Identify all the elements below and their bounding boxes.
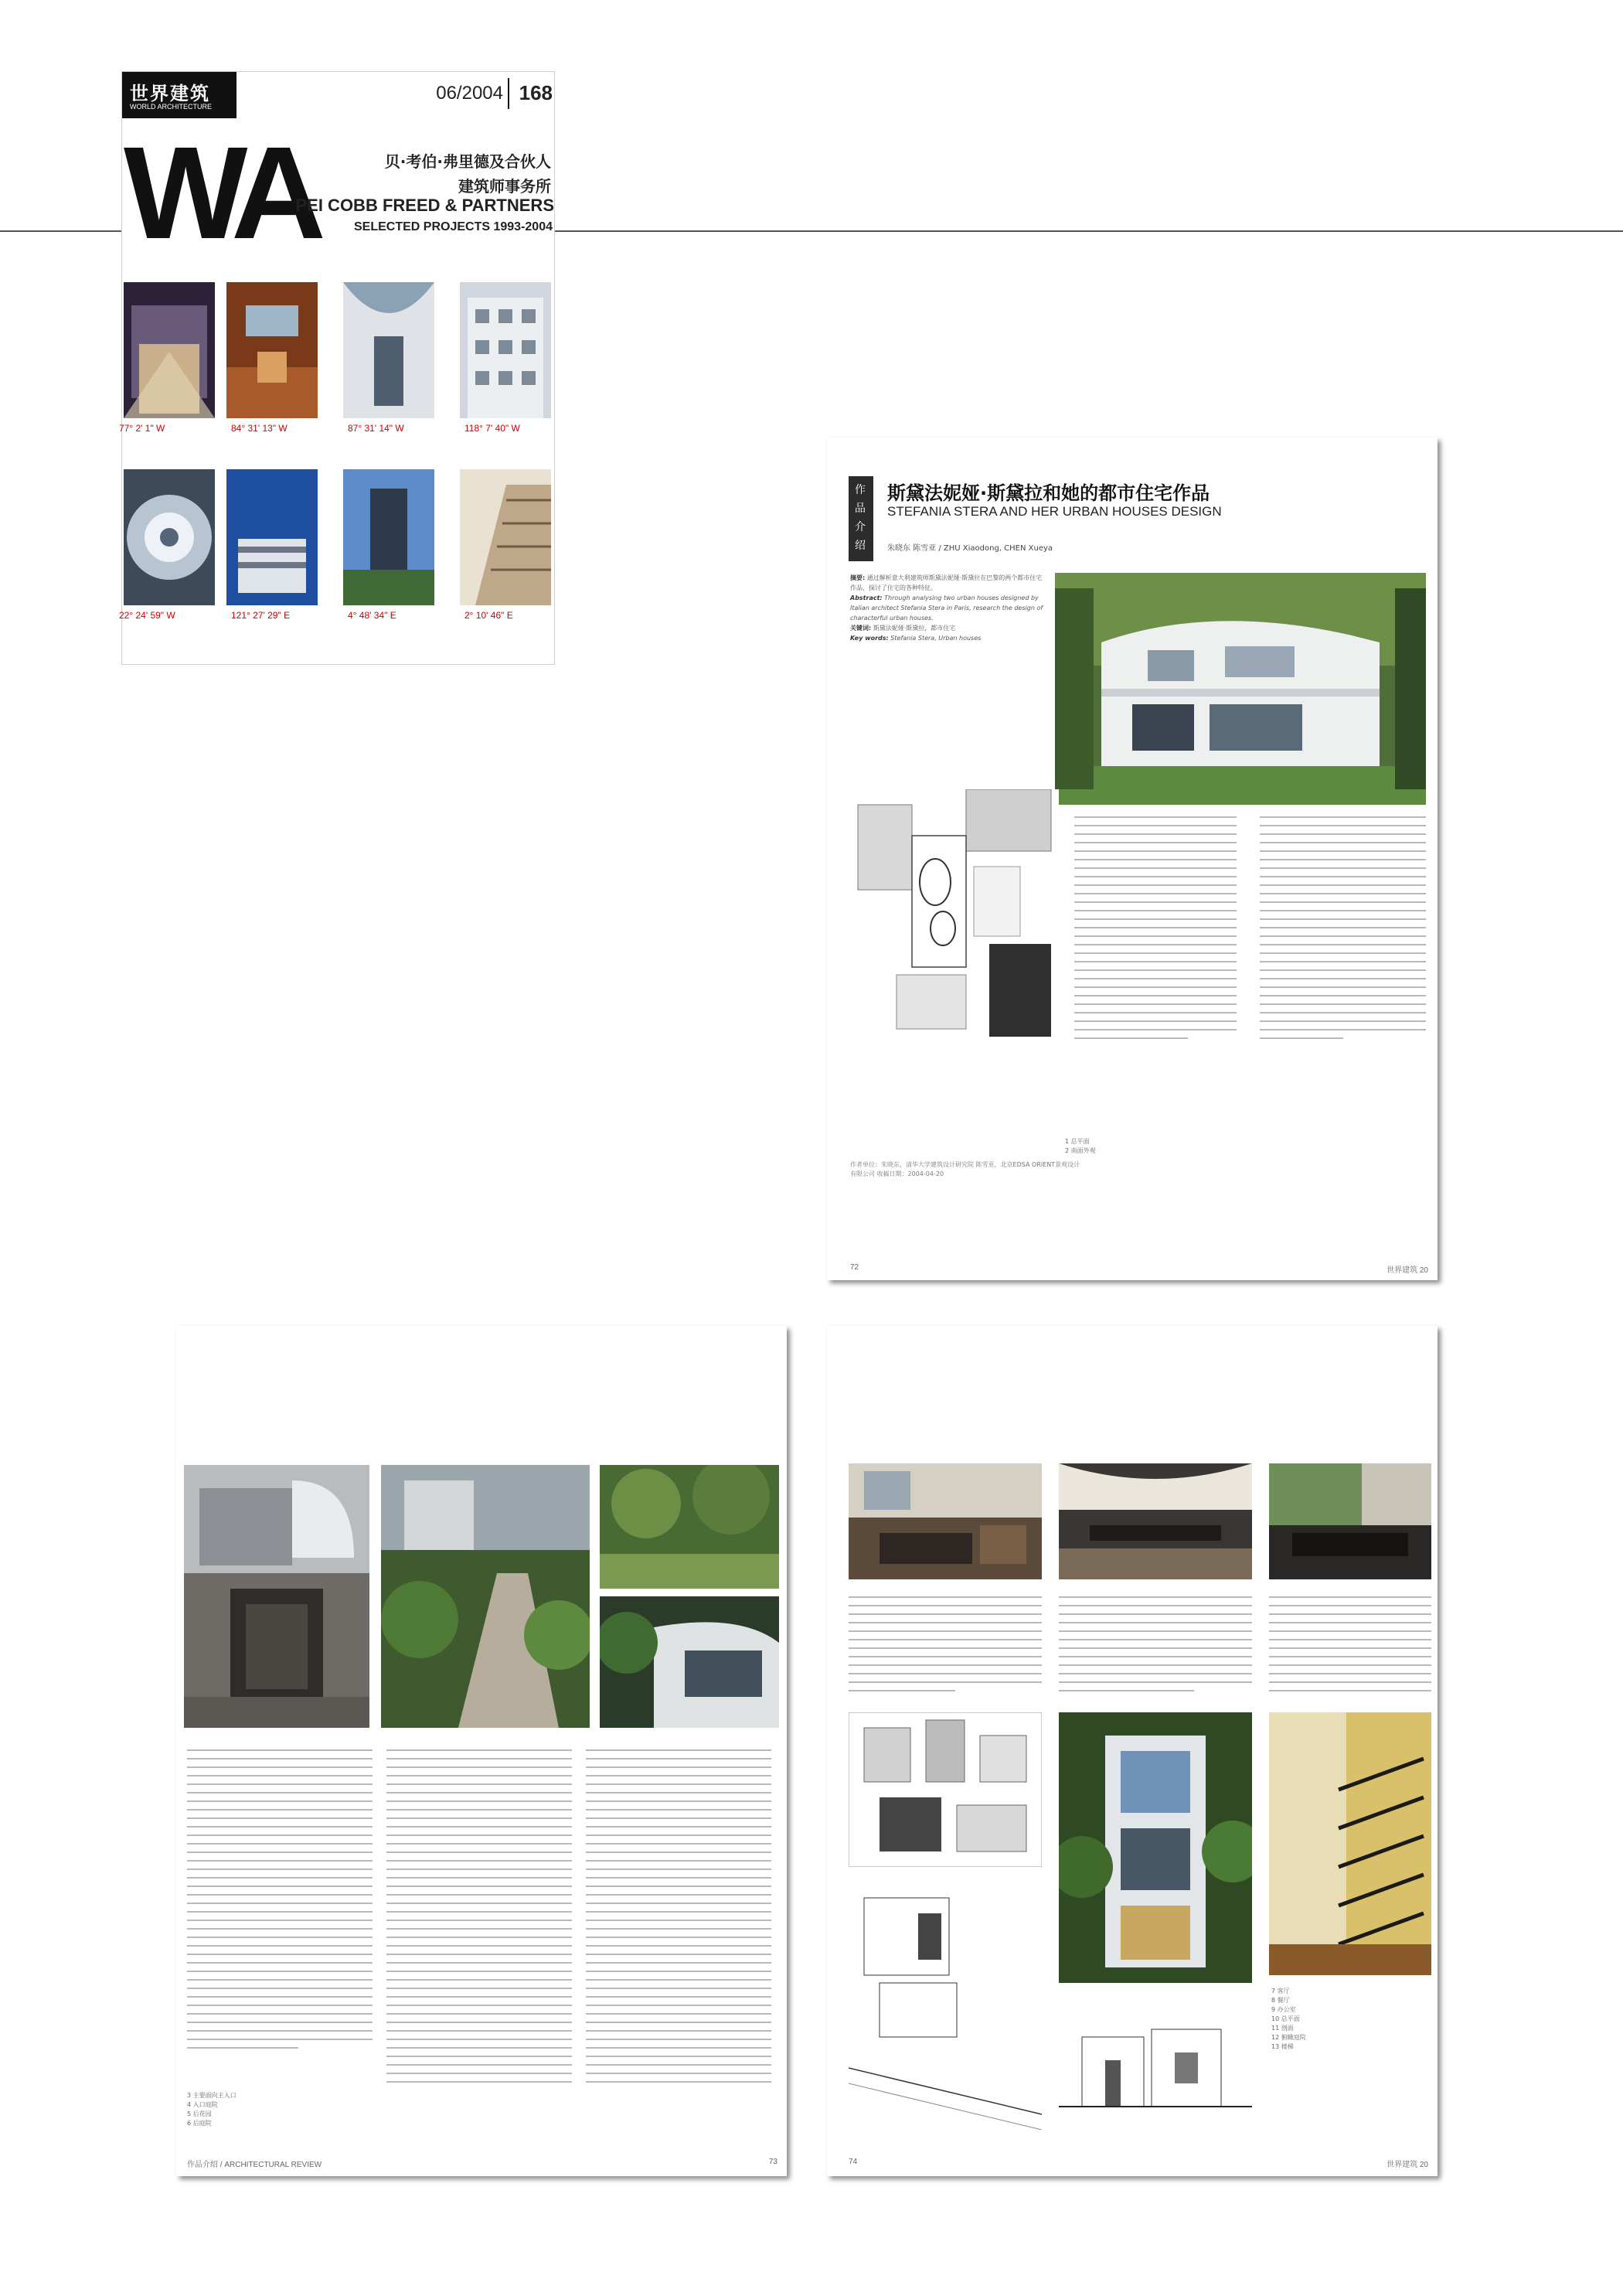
photo-dining-room [1059, 1463, 1252, 1579]
folio-journal-74: 世界建筑 20 [1387, 2161, 1428, 2169]
caption-p73-3: 5 后花园 [187, 2110, 212, 2117]
photo-stair [1269, 1712, 1431, 1975]
body-text-col-3 [187, 1749, 373, 2056]
keywords-en: Stefania Stera, Urban houses [890, 635, 982, 642]
caption-p74-2: 8 餐厅 [1271, 1997, 1290, 2004]
cover-photo-2 [226, 282, 318, 418]
caption-p74-3: 9 办公室 [1271, 2006, 1296, 2013]
section-drawing [849, 1882, 1042, 2130]
cover-photo-3 [343, 282, 434, 418]
caption-p73-4: 6 后庭院 [187, 2120, 212, 2127]
abstract-block [850, 573, 1043, 643]
firm-name-cn-1: 贝·考伯·弗里德及合伙人 [384, 152, 551, 171]
caption-p73-1: 3 主要面向主入口 [187, 2092, 236, 2099]
caption-p74-5: 11 剖面 [1271, 2025, 1294, 2032]
cover-photo-4 [460, 282, 551, 418]
magazine-page-73 [176, 1326, 787, 2176]
body-text-col-8 [1269, 1596, 1431, 1698]
magazine-page-74 [827, 1326, 1438, 2176]
firm-name-en: PEI COBB FREED & PARTNERS [295, 196, 554, 215]
cover-photo-7 [343, 469, 434, 605]
photo-house-exterior [1055, 573, 1426, 805]
caption-p74-1: 7 客厅 [1271, 1988, 1290, 1995]
cover-coord-8: 2° 10' 46" E [464, 610, 513, 621]
issue-number: 168 [519, 81, 553, 104]
article-title-en: STEFANIA STERA AND HER URBAN HOUSES DESIGN [887, 504, 1222, 519]
body-text-col-2 [1260, 816, 1426, 1046]
section-tag [849, 476, 873, 561]
cover-coord-3: 87° 31' 14" W [348, 423, 404, 434]
photo-entrance-court [184, 1465, 369, 1728]
cover-coord-7: 4° 48' 34" E [348, 610, 396, 621]
issue-separator [508, 78, 509, 109]
body-text-col-1 [1074, 816, 1237, 1046]
photo-courtyard-view [1059, 1712, 1252, 1983]
caption-p72-1: 1 总平面 [1065, 1138, 1090, 1145]
magazine-cover [121, 71, 555, 665]
cover-subtitle: SELECTED PROJECTS 1993-2004 [354, 220, 553, 233]
article-title-cn: 斯黛法妮娅·斯黛拉和她的都市住宅作品 [887, 482, 1210, 504]
page-number-74: 74 [849, 2158, 858, 2166]
keywords-label-en: Key words: [850, 635, 889, 642]
site-plan-drawing [850, 789, 1059, 1044]
magazine-logo [122, 72, 236, 118]
body-text-col-7 [1059, 1596, 1252, 1698]
keywords-label-cn: 关键词: [850, 625, 872, 632]
abstract-label-cn: 摘要: [850, 574, 866, 581]
body-text-col-4 [386, 1749, 572, 2090]
logo-cn: 世界建筑 [130, 83, 210, 104]
cover-photo-5 [124, 469, 215, 605]
caption-p74-7: 13 楼梯 [1271, 2043, 1294, 2050]
photo-office-room [1269, 1463, 1431, 1579]
keywords-cn: 斯黛法妮娅·斯黛拉，都市住宅 [873, 625, 956, 632]
abstract-label-en: Abstract: [850, 594, 883, 601]
caption-p74-6: 12 俯瞰庭院 [1271, 2034, 1306, 2041]
cover-coord-4: 118° 7' 40" W [464, 423, 520, 434]
magazine-page-72 [827, 438, 1438, 1280]
issue-date: 06/2004 [436, 83, 503, 104]
cover-photo-6 [226, 469, 318, 605]
site-plan-drawing-2 [849, 1712, 1042, 1867]
abstract-cn: 通过解析意大利建筑师斯黛法妮娅·斯黛拉在巴黎的两个都市住宅作品，探讨了住宅的各种特征。 [850, 574, 1043, 591]
cover-coord-6: 121° 27' 29" E [231, 610, 291, 621]
firm-name-cn-2: 建筑师事务所 [458, 177, 551, 196]
cover-coord-1: 77° 2' 1" W [119, 423, 165, 434]
caption-p72-2: 2 南面外观 [1065, 1147, 1096, 1154]
logo-en: WORLD ARCHITECTURE [130, 103, 213, 111]
cover-photo-1 [124, 282, 215, 418]
body-text-col-5 [586, 1749, 771, 2090]
page-number-73: 73 [768, 2158, 777, 2166]
cover-coord-5: 22° 24' 59" W [119, 610, 175, 621]
photo-back-garden [600, 1465, 779, 1589]
article-authors: 朱晓东 陈雪亚 / ZHU Xiaodong, CHEN Xueya [887, 544, 1053, 553]
cover-coord-2: 84° 31' 13" W [231, 423, 288, 434]
photo-back-court [600, 1596, 779, 1728]
section-tag-label: 作品介绍 [855, 484, 866, 552]
caption-p73-2: 4 入口庭院 [187, 2101, 218, 2108]
folio-journal-72: 世界建筑 20 [1387, 1266, 1428, 1275]
cover-photo-8 [460, 469, 551, 605]
author-footnote: 作者单位：朱晓东，清华大学建筑设计研究院 陈雪亚，北京EDSA ORIENT景观设计有限公司 收稿日期：2004-04-20 [850, 1161, 1080, 1177]
photo-garden-path [381, 1465, 590, 1728]
body-text-col-6 [849, 1596, 1042, 1698]
abstract-en: Through analysing two urban houses designed by Italian architect Stefania Stera in Paris, research the design of characterful urban houses. [850, 594, 1043, 622]
caption-p74-4: 10 总平面 [1271, 2015, 1300, 2022]
folio-journal-73: 作品介绍 / ARCHITECTURAL REVIEW [187, 2161, 322, 2169]
cover-wa-letters: WA [124, 120, 317, 267]
photo-living-room [849, 1463, 1042, 1579]
page-number-72: 72 [850, 1263, 859, 1272]
elevation-drawing [1059, 2006, 1252, 2130]
